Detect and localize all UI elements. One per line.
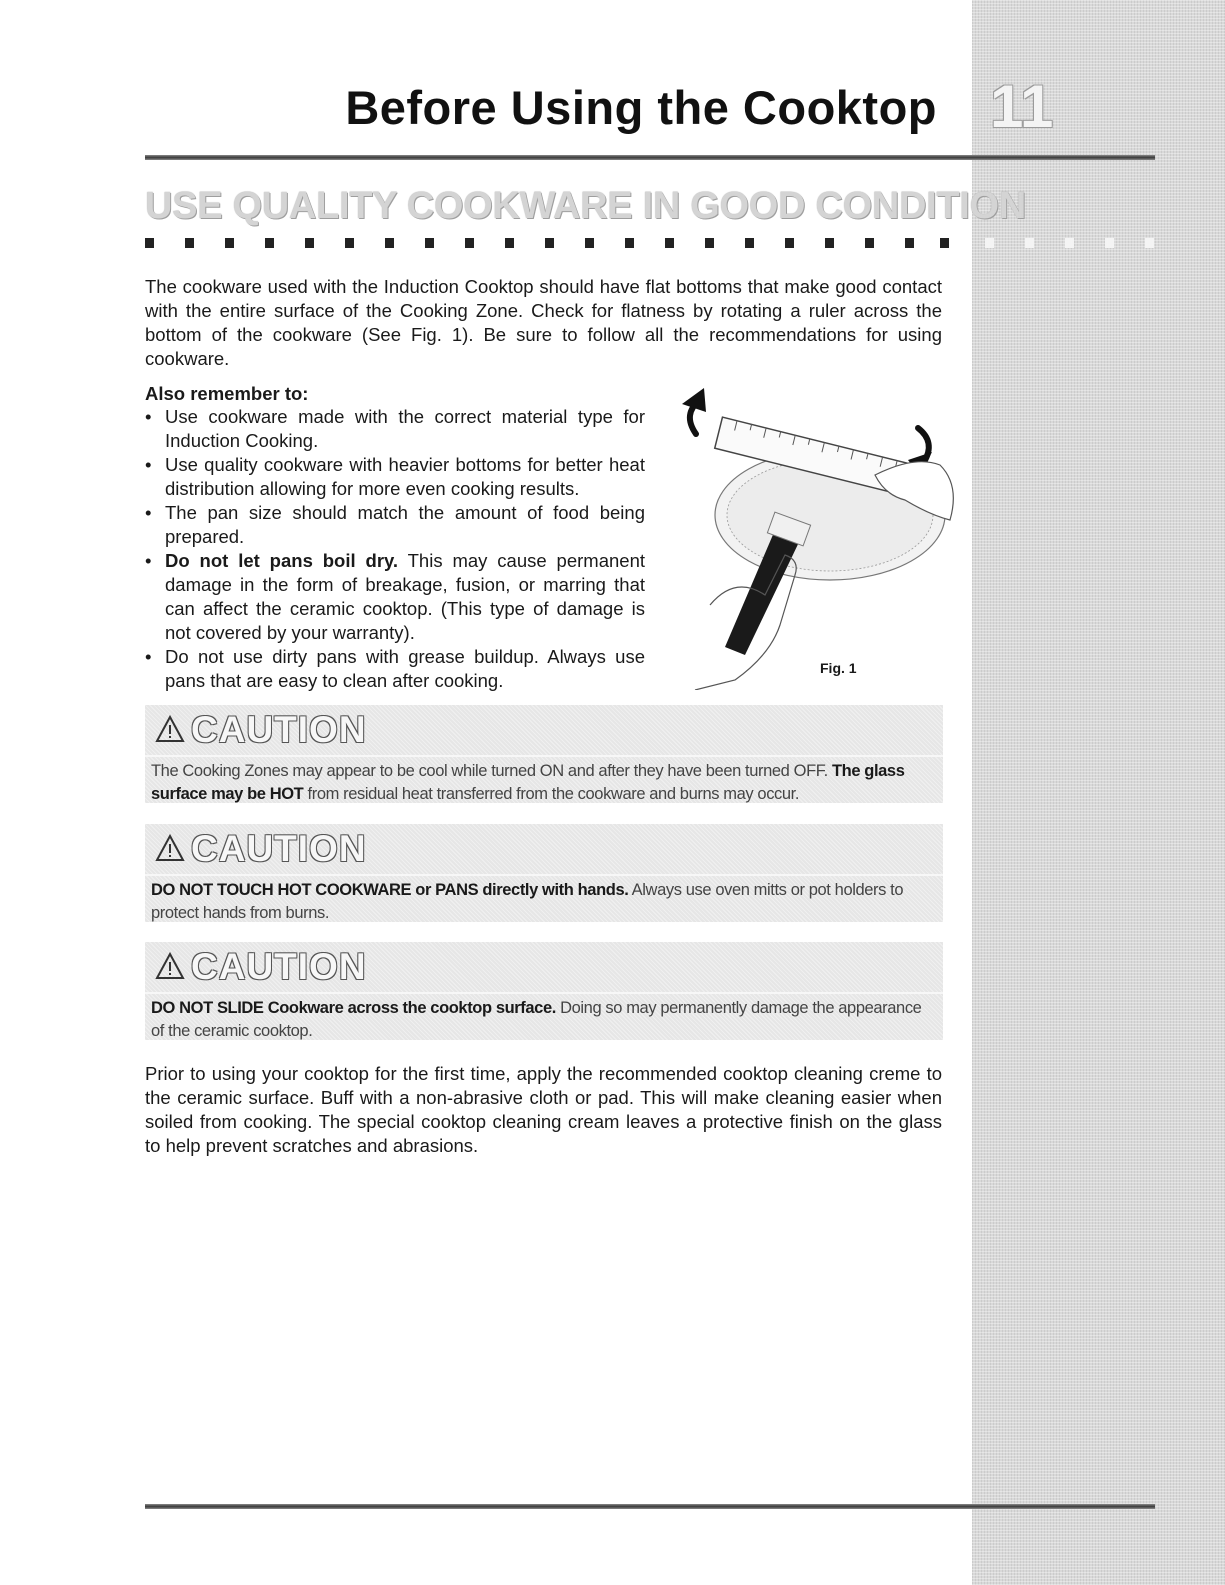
caution-header — [145, 824, 943, 876]
reminders-heading: Also remember to: — [145, 383, 309, 404]
list-item: • Do not use dirty pans with grease buildup. Always use pans that are easy to clean after cooking. — [145, 646, 645, 691]
cleaning-paragraph: Prior to using your cooktop for the first time, apply the recommended cooktop cleaning creme to the ceramic surface. Buff with a non-abrasive cloth or pad. This will make cleaning easier when soiled from cooking. The special cooktop cleaning cream leaves a protective finish on the glass to help prevent scratches and abrasions. — [145, 1063, 942, 1156]
caution-title: CAUTION — [191, 946, 367, 987]
warning-triangle-icon — [155, 952, 185, 980]
warning-triangle-icon — [155, 834, 185, 862]
figure-label: Fig. 1 — [820, 660, 857, 676]
header-rule — [145, 155, 1155, 160]
warning-triangle-icon — [155, 715, 185, 743]
caution-title: CAUTION — [191, 828, 367, 869]
caution-box — [145, 942, 943, 1040]
caution-header — [145, 942, 943, 994]
list-item: • Use cookware made with the correct material type for Induction Cooking. — [145, 406, 645, 451]
caution-header — [145, 705, 943, 757]
caution-text: DO NOT TOUCH HOT COOKWARE or PANS directly with hands. Always use oven mitts or pot holders to protect hands from burns. — [151, 881, 904, 922]
page-title: Before Using the Cooktop — [345, 81, 937, 134]
decorative-square-row — [145, 238, 1160, 248]
caution-box — [145, 705, 943, 803]
intro-paragraph: The cookware used with the Induction Cooktop should have flat bottoms that make good contact with the entire surface of the Cooking Zone. Check for flatness by rotating a ruler across the bottom of the cookware (See Fig. 1). Be sure to follow all the recommendations for using cookware. — [145, 276, 942, 369]
section-heading: USE QUALITY COOKWARE IN GOOD CONDITION — [145, 185, 1026, 227]
caution-title: CAUTION — [191, 709, 367, 750]
page-number: 11 — [990, 73, 1054, 140]
caution-box — [145, 824, 943, 922]
list-item: • The pan size should match the amount of food being prepared. — [145, 502, 645, 547]
footer-rule — [145, 1504, 1155, 1509]
reminders-list — [145, 405, 645, 693]
ruler-flatness-figure — [660, 380, 960, 690]
list-item: • Do not let pans boil dry. This may cause permanent damage in the form of breakage, fusion, or marring that can affect the ceramic cooktop. (This type of damage is not covered by your warranty). — [145, 550, 646, 643]
caution-text: The Cooking Zones may appear to be cool while turned ON and after they have been turned OFF. The glass surface may be HOT from residual heat transferred from the cookware and burns may occur. — [151, 762, 905, 803]
list-item: • Use quality cookware with heavier bottoms for better heat distribution allowing for more even cooking results. — [145, 454, 645, 499]
caution-text: DO NOT SLIDE Cookware across the cooktop surface. Doing so may permanently damage the appearance of the ceramic cooktop. — [151, 999, 922, 1040]
